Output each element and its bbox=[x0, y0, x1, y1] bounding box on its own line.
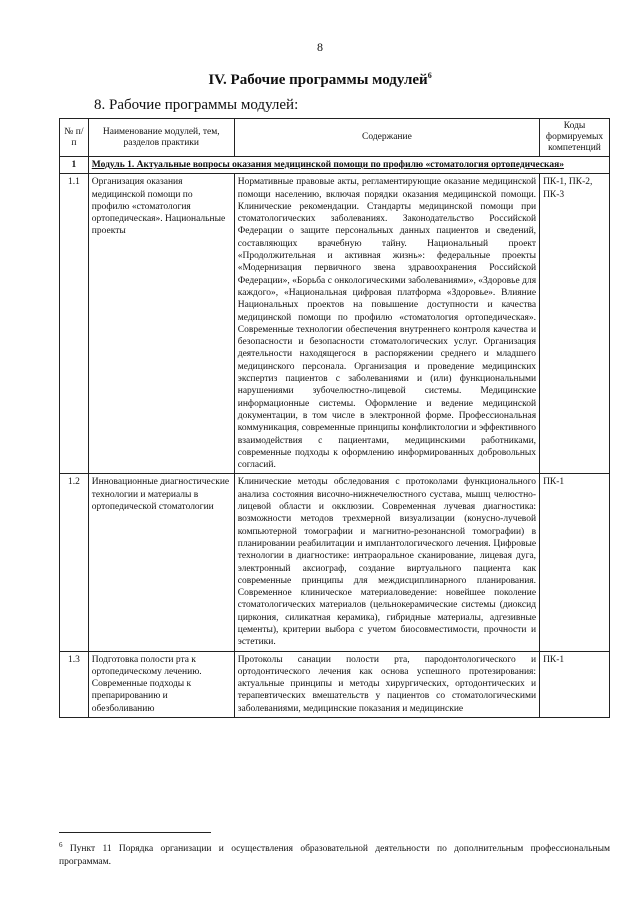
header-codes: Коды формируемых компетенций bbox=[540, 119, 610, 157]
row-codes: ПК-1 bbox=[540, 651, 610, 717]
row-content: Клинические методы обследования с протоколами функционального анализа состояния височно-нижнечелюстного сустава, мышц челюстно-лицевой области и окклюзии. Современная лучевая диагностика: возможности методов трехмерной визуализации (конусно-лучевой компьютерной томографии и магнитно-резонансной томографии) в планировании реабилитации и имплантологического лечения. Цифровые технологии в диагностике: интраоральное сканирование, лицевая дуга, электронный аксиограф, создание виртуального пациента как современные принципы для междисциплинарного планирования. Современное клиническое материаловедение: новейшее поколение стоматологических материалов (цельнокерамические системы (диоксид циркония, силикатная керамика), гибридные материалы, адгезивные цементы), критерии выбора с учетом биосовместимости, прочности и эстетики. bbox=[234, 474, 539, 651]
row-num: 1.3 bbox=[60, 651, 89, 717]
footnote-text: Пункт 11 Порядка организации и осуществления образовательной деятельности по дополнительным профессиональным программам. bbox=[59, 844, 610, 868]
module-title-cell bbox=[88, 157, 609, 174]
row-name: Инновационные диагностические технологии и материалы в ортопедической стоматологии bbox=[88, 474, 234, 651]
table-row bbox=[60, 474, 610, 651]
table-row bbox=[60, 174, 610, 474]
subsection-title: 8. Рабочие программы модулей: bbox=[94, 97, 299, 113]
modules-table bbox=[59, 118, 610, 718]
footnote bbox=[59, 839, 610, 869]
row-codes: ПК-1, ПК-2, ПК-3 bbox=[540, 174, 610, 474]
row-name: Организация оказания медицинской помощи по профилю «стоматология ортопедическая». Национальные проекты bbox=[88, 174, 234, 474]
row-name: Подготовка полости рта к ортопедическому лечению. Современные подходы к препарированию и обезболиванию bbox=[88, 651, 234, 717]
footnote-mark: 6 bbox=[59, 841, 63, 849]
section-title bbox=[0, 71, 640, 89]
header-name: Наименование модулей, тем, разделов практики bbox=[88, 119, 234, 157]
module-num: 1 bbox=[60, 157, 89, 174]
table-row bbox=[60, 651, 610, 717]
row-codes: ПК-1 bbox=[540, 474, 610, 651]
module-title: Модуль 1. Актуальные вопросы оказания медицинской помощи по профилю «стоматология ортопедическая» bbox=[91, 160, 565, 170]
header-num: № п/п bbox=[60, 119, 89, 157]
section-title-text: IV. Рабочие программы модулей bbox=[208, 72, 428, 88]
footnote-reference: 6 bbox=[427, 71, 432, 80]
row-content: Протоколы санации полости рта, пародонтологического и ортодонтического лечения как основа успешного протезирования: актуальные принципы и методы хирургических, ортодонтических и терапевтических вмешательств у пациентов со стоматологическими заболеваниями, медицинские показания и медицинские bbox=[234, 651, 539, 717]
footnote-separator bbox=[59, 832, 211, 833]
row-content: Нормативные правовые акты, регламентирующие оказание медицинской помощи населению, включая порядки оказания медицинской помощи. Клинические рекомендации. Стандарты медицинской помощи при стоматологических заболеваниях. Законодательство Российской Федерации о защите персональных данных пациентов и сведений, составляющих врачебную тайну. Национальный проект «Продолжительная и активная жизнь»: федеральные проекты «Модернизация первичного звена здравоохранения Российской Федерации», «Борьба с онкологическими заболеваниями», «Здоровье для каждого», «Национальная цифровая платформа «Здоровье». Влияние Национальных проектов на повышение доступности и качества медицинской помощи по профилю «стоматология ортопедическая». Современные технологии обеспечения внутреннего контроля качества и безопасности и безопасности стоматологических услуг. Организация деятельности находящегося в распоряжении среднего и младшего медицинского персонала. Организация и проведение медицинских экспертиз пациентов с заболеваниями и (или) функциональными нарушениями зубочелюстно-лицевой системы. Медицинские информационные системы. Оформление и ведение медицинской документации, в том числе в электронной форме. Профессиональная коммуникация, современные принципы конфликтологии и эффективного взаимодействия с пациентами, медицинскими работниками, современные подходы к оформлению информированных добровольных согласий. bbox=[234, 174, 539, 474]
row-num: 1.2 bbox=[60, 474, 89, 651]
table-header-row bbox=[60, 119, 610, 157]
row-num: 1.1 bbox=[60, 174, 89, 474]
page-number: 8 bbox=[317, 40, 323, 54]
header-content: Содержание bbox=[234, 119, 539, 157]
module-row bbox=[60, 157, 610, 174]
